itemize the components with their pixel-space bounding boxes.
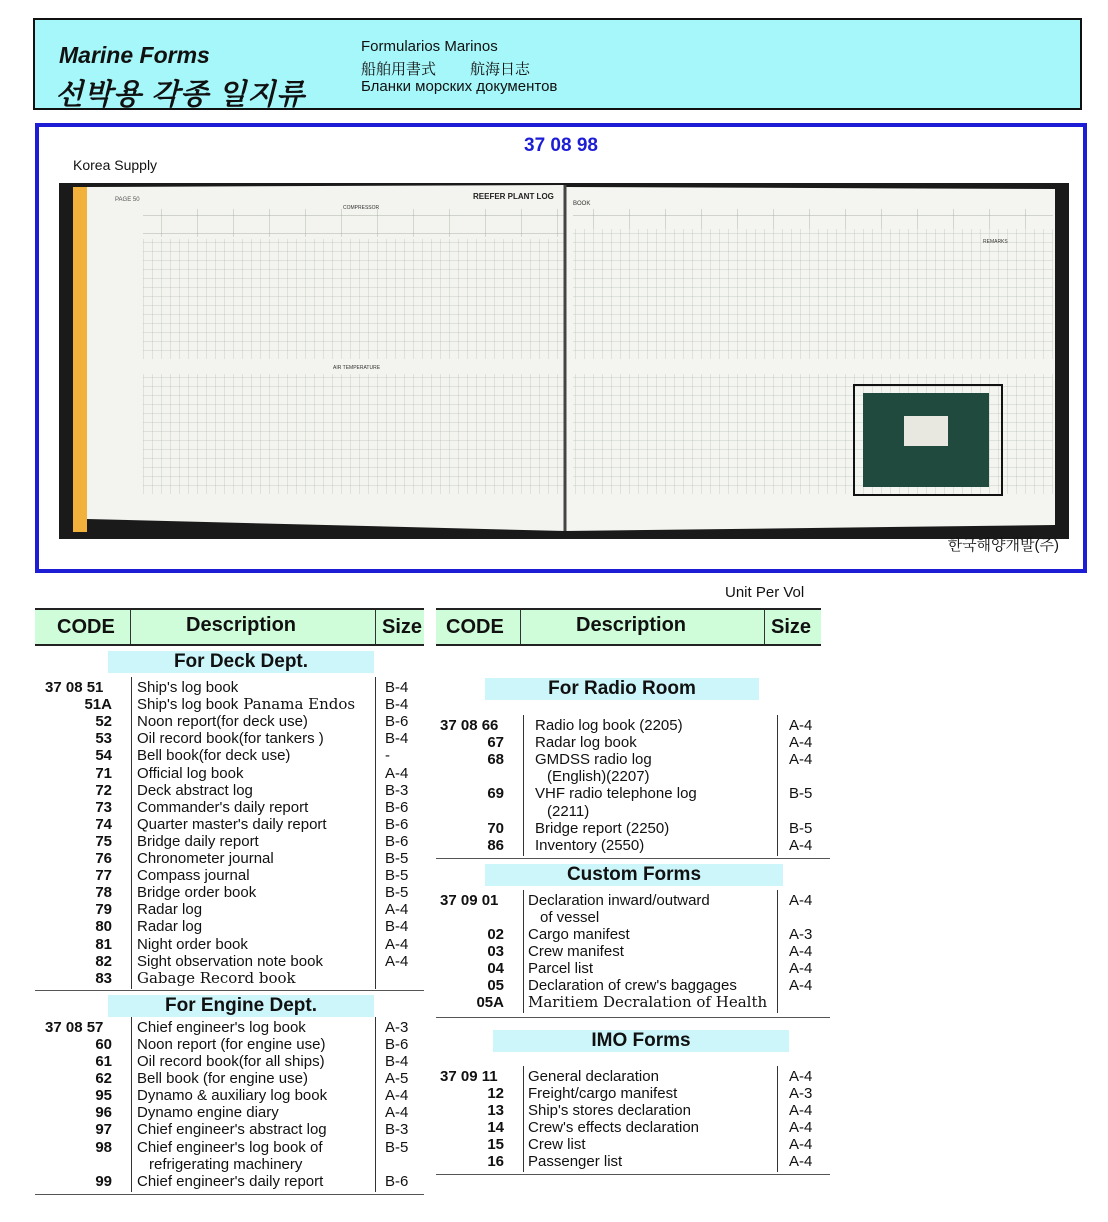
description-text: Passenger list: [528, 1153, 623, 1170]
row-description: [137, 696, 355, 713]
maker-label: 한국해양개발(주): [947, 537, 1059, 554]
table-row: [0, 960, 1108, 977]
description-text: Chief engineer's abstract log: [137, 1121, 327, 1139]
row-description: [137, 679, 238, 696]
row-size: A-4: [789, 1153, 813, 1170]
title-chinese: 航海日志: [470, 61, 531, 78]
row-size: A-4: [789, 1135, 813, 1153]
description-text: Deck abstract log: [137, 781, 253, 799]
row-code: 67: [487, 734, 504, 752]
row-size: A-5: [385, 1070, 409, 1088]
row-code: 69: [487, 785, 504, 803]
row-code: 73: [95, 798, 112, 816]
column-divider: [777, 715, 778, 856]
description-text: Ship's stores declaration: [528, 1101, 691, 1119]
description-text: VHF radio telephone log: [535, 785, 697, 803]
section-title: For Engine Dept.: [108, 995, 374, 1017]
row-description: [528, 1119, 699, 1136]
row-size: B-6: [385, 1035, 409, 1053]
row-code: 71: [95, 764, 112, 782]
header-size: Size: [771, 616, 812, 638]
row-description-continuation: refrigerating machinery: [149, 1155, 303, 1173]
header-code: CODE: [57, 616, 115, 638]
row-size: A-4: [789, 836, 813, 854]
row-code: 12: [487, 1084, 504, 1102]
row-code: 16: [487, 1153, 504, 1170]
description-text: Compass journal: [137, 867, 250, 885]
column-divider: [523, 890, 524, 1014]
row-size: A-4: [789, 960, 813, 978]
row-description: [528, 1136, 586, 1153]
row-size: B-5: [789, 819, 813, 837]
table-row-continuation: [0, 909, 1108, 926]
description-text: Declaration inward/outward: [528, 891, 710, 909]
row-size: B-4: [385, 918, 409, 936]
row-description-continuation: of vessel: [540, 908, 600, 926]
description-text: Gabage Record book: [137, 968, 296, 987]
row-code: 04: [487, 960, 504, 978]
row-description-continuation: (2211): [547, 802, 590, 820]
title-korean: 선박용 각종 일지류: [55, 79, 306, 111]
header-code: CODE: [446, 616, 504, 638]
table-row: [0, 892, 1108, 909]
row-size: A-4: [789, 943, 813, 961]
description-text: Bridge report (2250): [535, 819, 670, 837]
description-extra: Panama Endos: [243, 695, 356, 714]
row-description: [528, 994, 767, 1011]
book-book-label: BOOK: [573, 201, 591, 207]
row-description: [528, 1153, 622, 1170]
description-text: Bridge order book: [137, 884, 257, 902]
title-russian: Бланки морских документов: [361, 78, 558, 95]
row-size: B-6: [385, 832, 409, 850]
row-size: B-5: [789, 785, 813, 803]
row-code: 80: [95, 918, 112, 936]
description-text: Crew's effects declaration: [528, 1118, 699, 1136]
description-text: Cargo manifest: [528, 926, 630, 943]
description-text: Quarter master's daily report: [137, 815, 327, 833]
title-spanish: Formularios Marinos: [361, 38, 498, 55]
row-code: 13: [487, 1101, 504, 1119]
row-code: [440, 717, 504, 734]
row-code: [45, 679, 112, 696]
description-text: Bridge daily report: [137, 832, 259, 850]
row-description: [528, 943, 624, 960]
header-description: Description: [576, 614, 687, 636]
left-table-header: [35, 608, 424, 646]
row-code: [45, 1019, 112, 1036]
row-size: A-4: [789, 751, 813, 769]
row-code: 72: [95, 781, 112, 799]
code-number: 11: [481, 1067, 498, 1085]
title-japanese: 船舶用書式: [361, 61, 437, 78]
row-code: 75: [95, 832, 112, 850]
row-description: [535, 837, 644, 854]
row-description: [535, 820, 669, 837]
table-row: [0, 820, 1108, 837]
code-prefix: 37 09: [440, 891, 482, 909]
product-frame: [35, 123, 1087, 573]
row-size: B-5: [385, 867, 409, 885]
table-bottom-line: [436, 1174, 830, 1175]
description-text: Bell book (for engine use): [137, 1070, 308, 1088]
row-code: 86: [487, 836, 504, 854]
row-size: A-4: [789, 891, 813, 909]
row-description: [528, 977, 737, 994]
row-size: B-4: [385, 679, 409, 696]
row-code: 62: [95, 1070, 112, 1088]
description-text: Oil record book(for tankers ): [137, 730, 324, 748]
row-code: 76: [95, 850, 112, 867]
row-description: [528, 1102, 691, 1119]
row-size: B-5: [385, 884, 409, 902]
row-size: A-4: [789, 717, 813, 734]
row-size: A-4: [789, 734, 813, 752]
description-text: Oil record book(for all ships): [137, 1053, 325, 1070]
section-title: For Radio Room: [485, 678, 759, 700]
row-code: 77: [95, 867, 112, 885]
row-size: A-3: [385, 1018, 409, 1036]
row-code: 52: [95, 713, 112, 731]
row-code: 51A: [84, 696, 112, 714]
row-size: B-5: [385, 850, 409, 867]
section-title: For Deck Dept.: [108, 651, 374, 673]
description-text: Radio log book (2205): [535, 717, 683, 734]
row-code: 74: [95, 815, 112, 833]
table-bottom-line: [35, 1194, 424, 1195]
description-text: Inventory (2550): [535, 836, 645, 854]
description-text: Dynamo & auxiliary log book: [137, 1087, 328, 1105]
row-size: A-4: [789, 1101, 813, 1119]
title-english: Marine Forms: [59, 42, 210, 68]
row-size: A-4: [789, 1118, 813, 1136]
column-divider: [777, 1066, 778, 1173]
description-text: Noon report(for deck use): [137, 713, 308, 731]
table-row: [0, 977, 1108, 994]
row-description: [137, 1173, 323, 1190]
code-prefix: 37 09: [440, 1067, 482, 1085]
book-compressor-label: COMPRESSOR: [343, 205, 380, 211]
description-text: Radar log: [137, 901, 203, 919]
table-row: [0, 1153, 1108, 1170]
right-table-header: [436, 608, 821, 646]
row-size: A-4: [385, 764, 409, 782]
row-description: [137, 867, 250, 884]
row-code: 99: [95, 1172, 112, 1190]
description-text: Sight observation note book: [137, 952, 323, 970]
header-banner: [33, 18, 1082, 110]
description-text: Noon report (for engine use): [137, 1035, 326, 1053]
row-size: A-4: [385, 935, 409, 953]
row-size: A-4: [385, 1104, 409, 1122]
title-japanese-chinese: [361, 58, 530, 79]
description-text: Chief engineer's log book of: [137, 1138, 323, 1156]
description-text: Ship's log book: [137, 679, 239, 696]
row-size: B-4: [385, 1053, 409, 1070]
row-code: 54: [95, 747, 112, 765]
row-code: 83: [95, 969, 112, 987]
row-size: A-4: [385, 952, 409, 970]
description-text: Declaration of crew's baggages: [528, 977, 737, 995]
row-code: 96: [95, 1104, 112, 1122]
row-size: B-5: [385, 1138, 409, 1156]
row-code: 02: [487, 926, 504, 943]
table-row: [0, 1101, 1108, 1122]
table-row: [0, 994, 1108, 1011]
row-size: B-3: [385, 1121, 409, 1139]
row-description: [528, 1085, 677, 1102]
table-row: [0, 1118, 1108, 1139]
table-row: [0, 1067, 1108, 1088]
table-row: [0, 717, 1108, 734]
description-text: Ship's log book: [137, 696, 239, 714]
code-prefix: 37 08: [45, 1018, 87, 1036]
row-code: 81: [95, 935, 112, 953]
row-code: 68: [487, 751, 504, 769]
row-size: B-6: [385, 713, 409, 731]
table-row: [0, 837, 1108, 854]
section-divider: [436, 858, 830, 859]
row-size: A-4: [789, 1067, 813, 1085]
row-size: A-4: [385, 1087, 409, 1105]
row-description: [535, 734, 637, 751]
description-text: Chief engineer's daily report: [137, 1172, 324, 1190]
row-size: A-4: [789, 977, 813, 995]
description-text: Crew manifest: [528, 943, 624, 961]
column-divider: [523, 715, 524, 856]
description-text: GMDSS radio log: [535, 751, 652, 769]
row-description: [535, 751, 652, 768]
table-row: [0, 734, 1108, 751]
row-code: 15: [487, 1135, 504, 1153]
column-divider: [777, 890, 778, 1014]
description-text: Official log book: [137, 764, 244, 782]
section-title: Custom Forms: [485, 864, 783, 886]
description-text: Radar log: [137, 918, 203, 936]
description-text: Bell book(for deck use): [137, 747, 291, 765]
description-text: Dynamo engine diary: [137, 1104, 279, 1122]
row-size: A-4: [385, 901, 409, 919]
table-row-continuation: [0, 768, 1108, 785]
code-number: 51: [86, 679, 104, 696]
table-row: [0, 751, 1108, 768]
description-text: General declaration: [528, 1067, 659, 1085]
row-size: B-6: [385, 815, 409, 833]
row-code: 14: [487, 1118, 504, 1136]
unit-per-vol: Unit Per Vol: [725, 584, 805, 601]
section-title: IMO Forms: [493, 1030, 789, 1052]
book-air-temp-label: AIR TEMPERATURE: [333, 365, 381, 371]
row-size: B-3: [385, 781, 409, 799]
row-code: 82: [95, 952, 112, 970]
book-remarks-label: REMARKS: [983, 239, 1008, 245]
row-description: [137, 1036, 325, 1053]
description-text: Chronometer journal: [137, 850, 274, 867]
row-code: 95: [95, 1087, 112, 1105]
row-description: [528, 960, 593, 977]
row-size: -: [385, 747, 390, 765]
row-description: [137, 1019, 306, 1036]
table-row: [0, 1173, 1108, 1190]
code-number: 01: [481, 891, 499, 909]
description-text: Freight/cargo manifest: [528, 1084, 678, 1102]
table-row: [0, 1136, 1108, 1153]
row-description: [528, 1068, 659, 1085]
table-row: [0, 1084, 1108, 1105]
row-code: 03: [487, 943, 504, 961]
supplier-label: Korea Supply: [73, 157, 158, 173]
row-code: [440, 1068, 504, 1085]
table-row: [0, 785, 1108, 802]
row-description: [528, 926, 630, 943]
description-text: Maritiem Decralation of Health: [528, 993, 768, 1012]
row-code: 98: [95, 1138, 112, 1156]
row-description: [528, 892, 710, 909]
row-code: 78: [95, 884, 112, 902]
header-description: Description: [186, 614, 297, 636]
row-code: [440, 892, 504, 909]
row-code: 53: [95, 730, 112, 748]
code-prefix: 37 08: [45, 679, 87, 696]
code-prefix: 37 08: [440, 717, 482, 734]
description-text: Commander's daily report: [137, 798, 309, 816]
book-title: REEFER PLANT LOG: [473, 192, 554, 201]
description-text: Parcel list: [528, 960, 594, 978]
row-description: [535, 717, 683, 734]
row-code: 05A: [476, 994, 504, 1012]
code-number: 66: [481, 717, 499, 734]
row-code: 70: [487, 819, 504, 837]
row-description-continuation: (English)(2207): [547, 768, 650, 786]
row-size: A-3: [789, 1084, 813, 1102]
row-size: B-4: [385, 696, 409, 714]
row-size: B-6: [385, 1172, 409, 1190]
row-size: B-6: [385, 798, 409, 816]
book-page-label: PAGE 50: [115, 197, 140, 203]
description-text: Night order book: [137, 935, 248, 953]
description-text: Chief engineer's log book: [137, 1018, 306, 1036]
code-number: 57: [86, 1018, 104, 1036]
description-text: Radar log book: [535, 734, 637, 752]
row-code: 79: [95, 901, 112, 919]
table-row: [0, 943, 1108, 960]
column-divider: [523, 1066, 524, 1173]
row-description: [535, 785, 697, 802]
description-text: Crew list: [528, 1135, 586, 1153]
row-size: B-4: [385, 730, 409, 748]
section-divider: [436, 1017, 830, 1018]
header-size: Size: [382, 616, 423, 638]
row-code: 05: [487, 977, 504, 995]
row-size: A-3: [789, 926, 813, 943]
product-code: 37 08 98: [524, 135, 598, 156]
logbook-photo: [53, 179, 1073, 539]
row-code: 97: [95, 1121, 112, 1139]
table-row-continuation: [0, 803, 1108, 820]
row-code: 61: [95, 1053, 112, 1070]
table-row: [0, 926, 1108, 943]
row-code: 60: [95, 1035, 112, 1053]
